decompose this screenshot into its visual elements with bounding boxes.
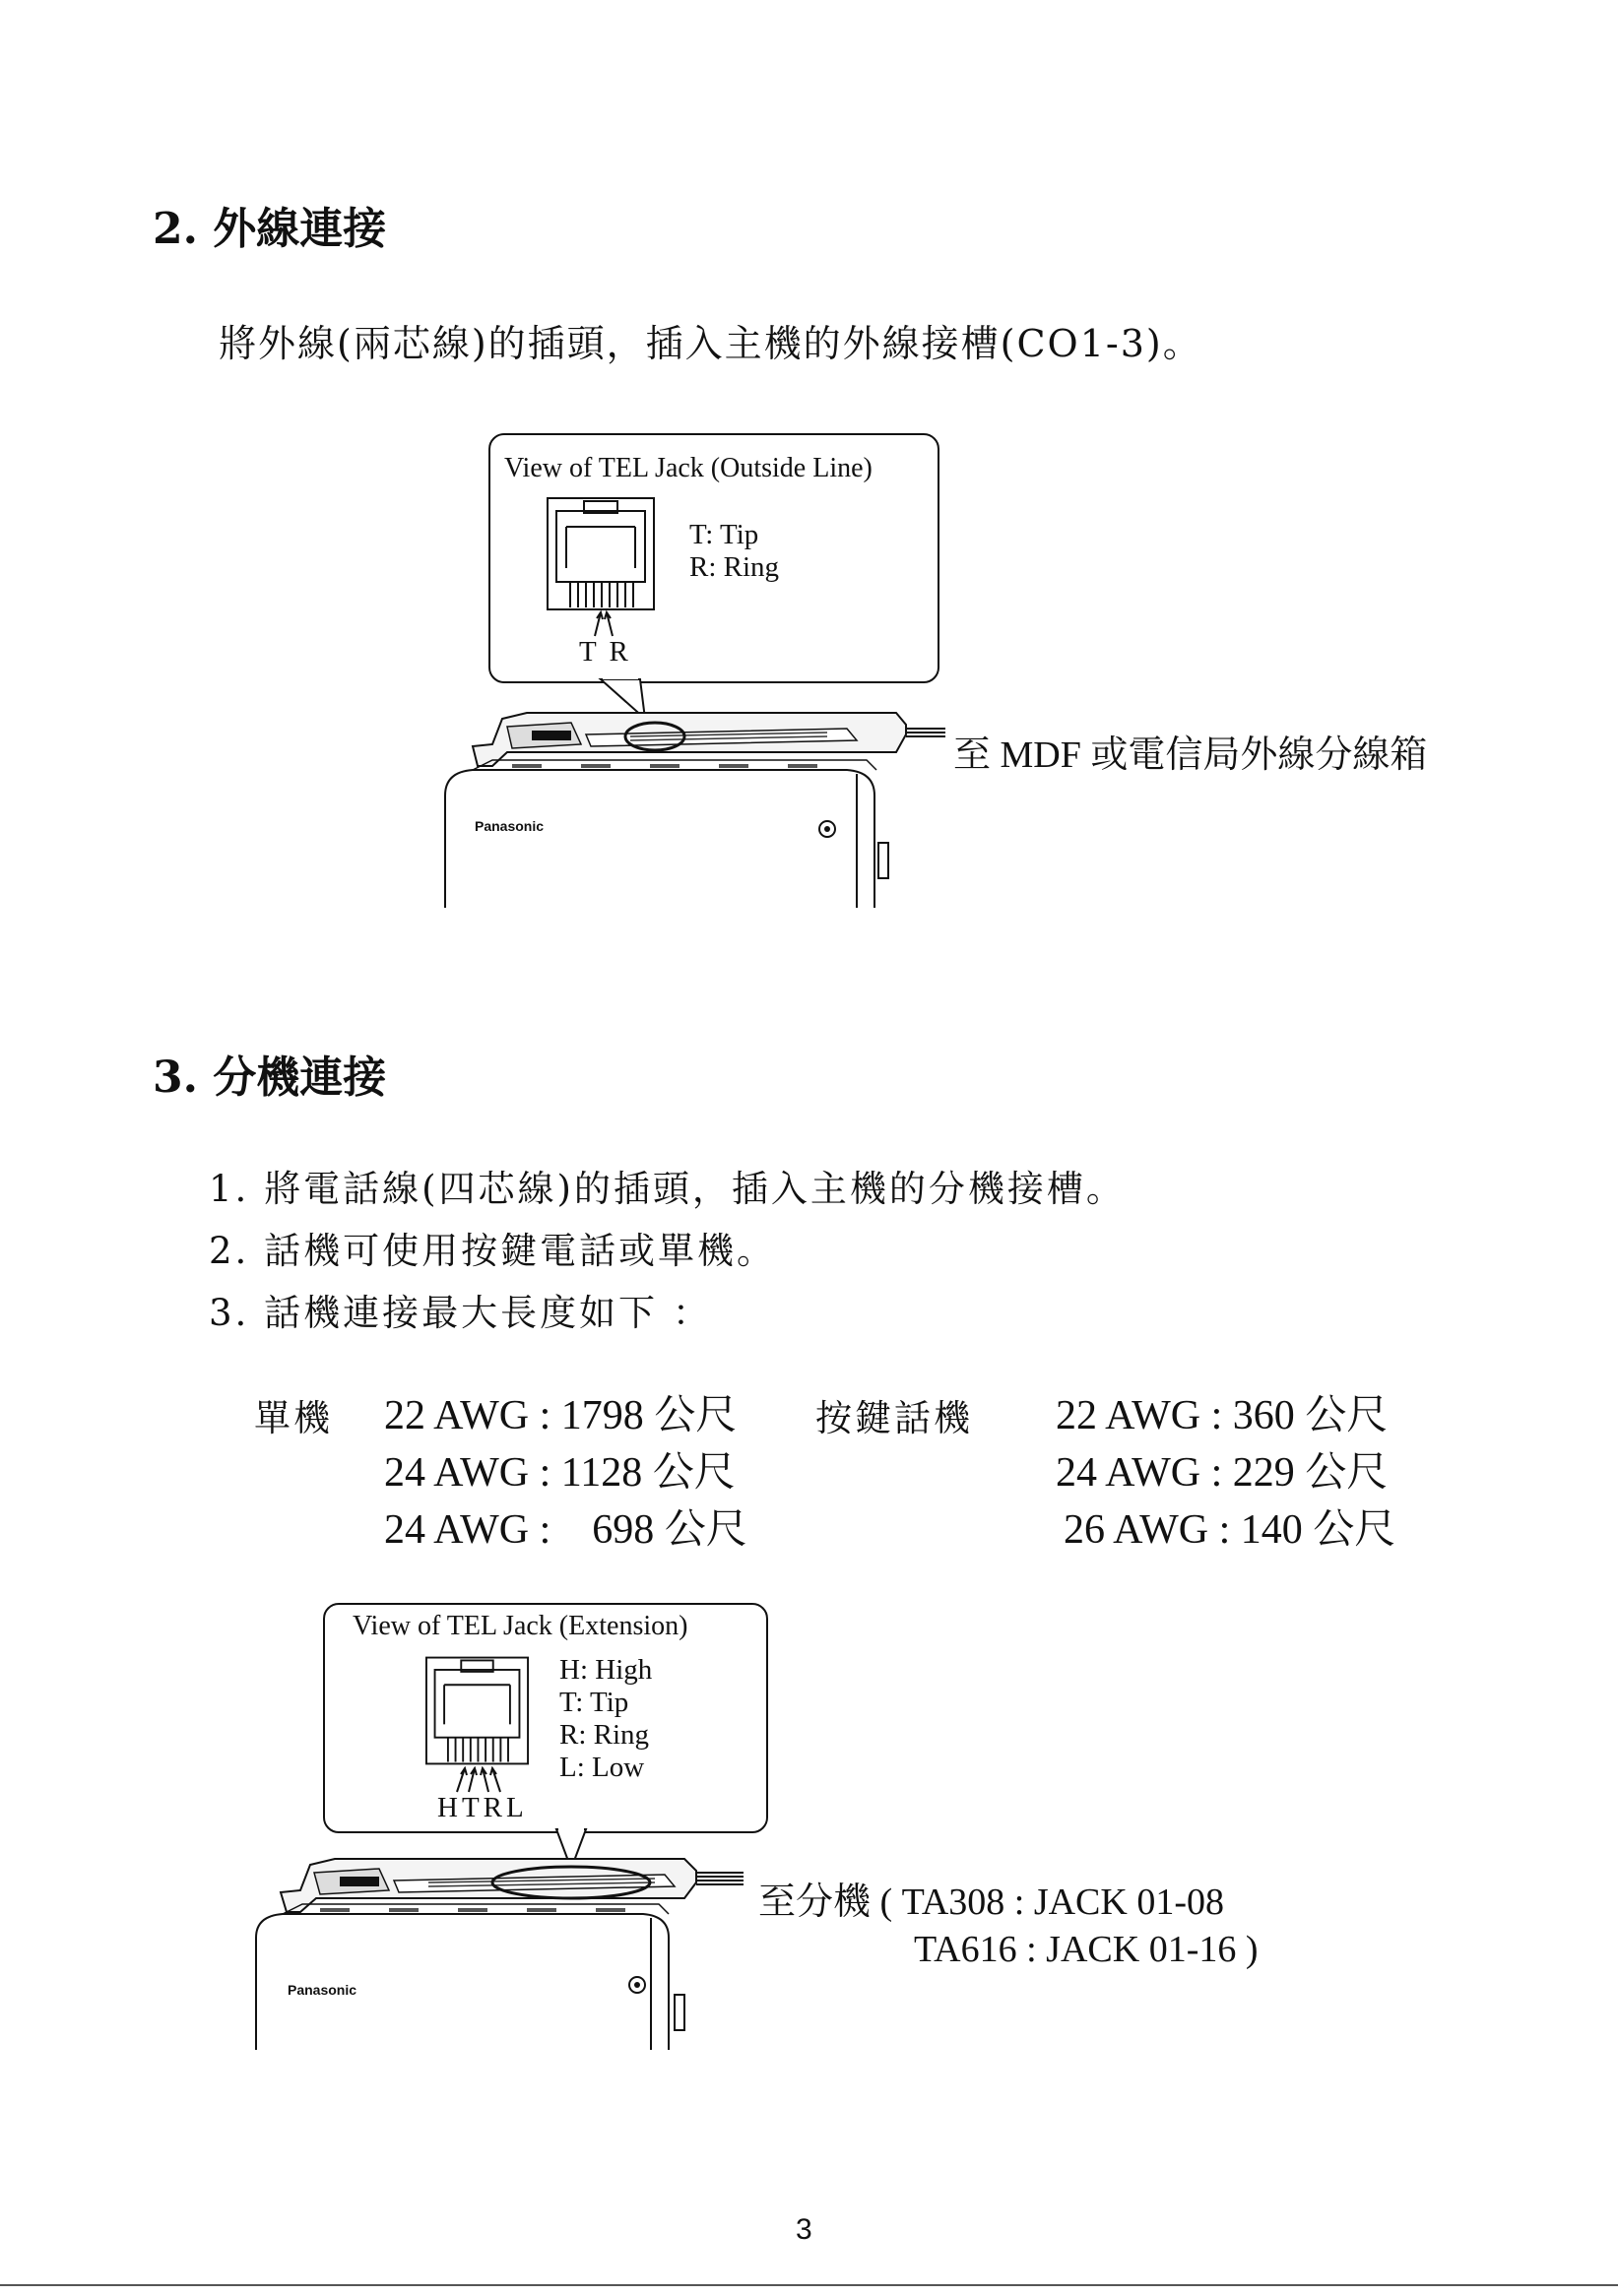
- legend-high: H: High: [559, 1654, 653, 1686]
- section-2-heading: 2. 外線連接: [153, 204, 387, 254]
- single-phone-label: 單機: [254, 1397, 333, 1439]
- instruction-item-3: 3. 話機連接最大長度如下 ：: [209, 1292, 712, 1334]
- extension-brand-logo: Panasonic: [288, 1982, 357, 1998]
- outside-line-device-illustration: [433, 675, 945, 912]
- legend-ring: R: Ring: [689, 551, 780, 583]
- single-spec-24awg-b: 24 AWG : 698 公尺: [384, 1507, 747, 1553]
- extension-destination-line-1: 至分機 ( TA308 : JACK 01-08: [758, 1881, 1224, 1923]
- outside-line-callout-title: View of TEL Jack (Outside Line): [504, 453, 873, 483]
- extension-jack-icon: [425, 1654, 529, 1767]
- keyphone-spec-22awg: 22 AWG : 360 公尺: [1056, 1393, 1389, 1438]
- keyphone-spec-24awg: 24 AWG : 229 公尺: [1056, 1450, 1389, 1496]
- extension-device-illustration: [251, 1827, 744, 2054]
- extension-pin-arrows: [439, 1766, 518, 1794]
- legend-tip: T: Tip: [689, 519, 759, 550]
- section-2-instruction: 將外線(兩芯線)的插頭，插入主機的外線接槽(CO1-3)。: [219, 322, 1202, 365]
- extension-destination-line-2: TA616 : JACK 01-16 ): [914, 1929, 1259, 1970]
- single-spec-24awg-a: 24 AWG : 1128 公尺: [384, 1450, 736, 1496]
- legend-low: L: Low: [559, 1752, 645, 1783]
- keyphone-spec-26awg: 26 AWG : 140 公尺: [1064, 1507, 1396, 1553]
- instruction-item-1: 1. 將電話線(四芯線)的插頭，插入主機的分機接槽。: [209, 1168, 1126, 1210]
- single-spec-22awg: 22 AWG : 1798 公尺: [384, 1393, 738, 1438]
- legend-ring: R: Ring: [559, 1719, 650, 1751]
- outside-line-destination: 至 MDF 或電信局外線分線箱: [953, 734, 1428, 776]
- extension-legend: [559, 1654, 652, 1784]
- extension-pin-labels: HTRL: [437, 1792, 528, 1823]
- outside-line-jack-icon: [547, 497, 655, 610]
- outside-line-pin-arrows: [573, 610, 632, 638]
- outside-line-brand-logo: Panasonic: [475, 818, 545, 834]
- outside-line-pin-labels: T R: [579, 636, 631, 668]
- bottom-rule: [0, 2284, 1618, 2286]
- section-3-heading: 3. 分機連接: [153, 1052, 387, 1103]
- instruction-item-2: 2. 話機可使用按鍵電話或單機。: [209, 1230, 777, 1272]
- outside-line-legend: [689, 519, 779, 584]
- legend-tip: T: Tip: [559, 1687, 629, 1718]
- page-number: 3: [796, 2213, 812, 2246]
- keyphone-label: 按鍵話機: [815, 1397, 973, 1439]
- extension-callout-title: View of TEL Jack (Extension): [353, 1611, 688, 1641]
